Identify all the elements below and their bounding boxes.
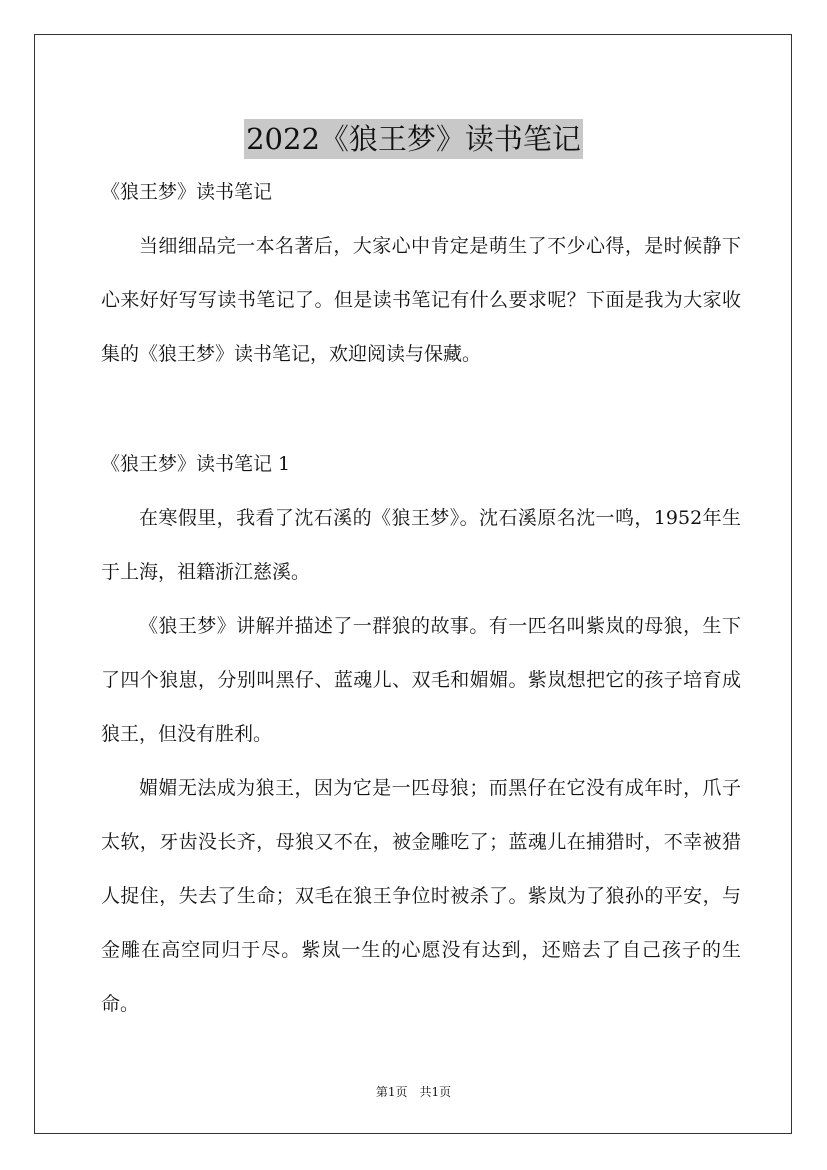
section1-heading: 《狼王梦》读书笔记 1 — [101, 453, 291, 475]
intro-section — [101, 165, 741, 381]
section1-paragraph: 《狼王梦》讲解并描述了一群狼的故事。有一匹名叫紫岚的母狼，生下了四个狼崽，分别叫黑仔、蓝魂儿、双毛和媚媚。紫岚想把它的孩子培育成狼王，但没有胜利。 — [101, 615, 741, 745]
intro-heading: 《狼王梦》读书笔记 — [101, 181, 273, 203]
page-footer: 第1页 共1页 — [375, 1085, 452, 1099]
section-1 — [101, 437, 741, 1031]
document-title: 2022《狼王梦》读书笔记 — [244, 119, 583, 159]
section1-paragraph: 在寒假里，我看了沈石溪的《狼王梦》。沈石溪原名沈一鸣，1952年生于上海，祖籍浙江慈溪。 — [101, 507, 741, 583]
section1-paragraph: 媚媚无法成为狼王，因为它是一匹母狼；而黑仔在它没有成年时，爪子太软，牙齿没长齐，母狼又不在，被金雕吃了；蓝魂儿在捕猎时，不幸被猎人捉住，失去了生命；双毛在狼王争位时被杀了。紫岚为了狼孙的平安，与金雕在高空同归于尽。紫岚一生的心愿没有达到，还赔去了自己孩子的生命。 — [101, 777, 741, 1015]
intro-paragraph: 当细细品完一本名著后，大家心中肯定是萌生了不少心得，是时候静下心来好好写写读书笔记了。但是读书笔记有什么要求呢？下面是我为大家收集的《狼王梦》读书笔记，欢迎阅读与保藏。 — [101, 235, 741, 365]
